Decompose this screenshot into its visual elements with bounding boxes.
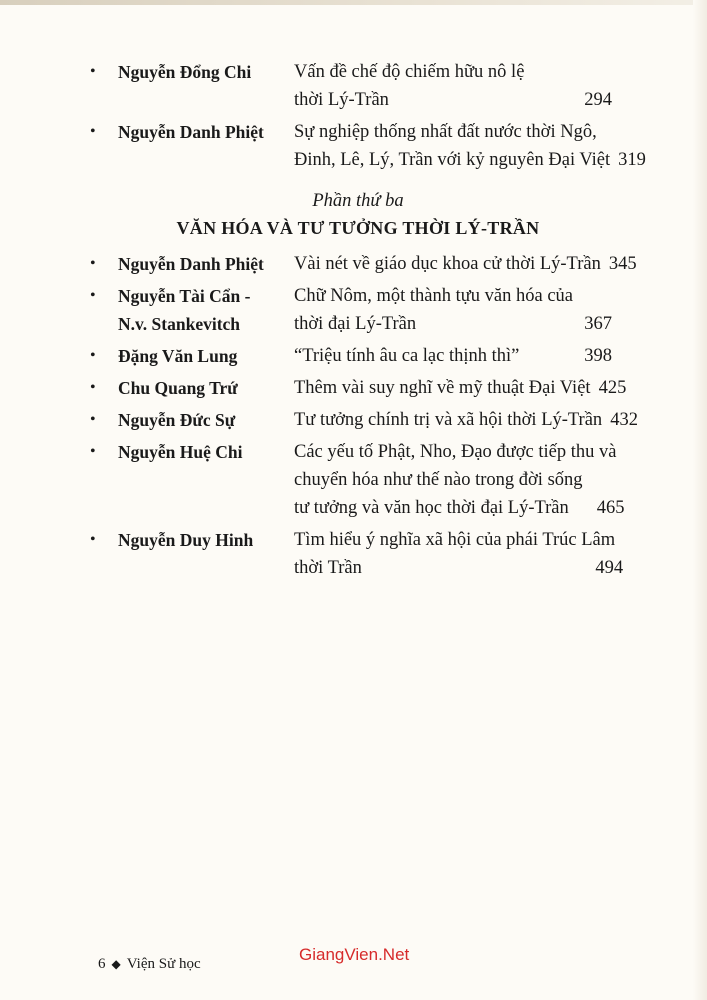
toc-author: Nguyễn Đức Sự — [118, 410, 236, 430]
bullet-icon: • — [90, 287, 96, 304]
toc-work-line — [294, 342, 612, 370]
toc-work-title: “Triệu tính âu ca lạc thịnh thì” — [294, 346, 520, 366]
toc-entry — [92, 58, 612, 114]
toc-work-line — [294, 554, 623, 582]
toc-page-number: 398 — [584, 346, 612, 366]
toc-entry — [90, 438, 625, 522]
toc-author: Nguyễn Huệ Chi — [118, 442, 243, 462]
toc-author: Nguyễn Đổng Chi — [118, 62, 252, 82]
toc-work-line — [294, 526, 623, 554]
page-top-edge — [0, 0, 707, 5]
toc-page-number: 494 — [595, 558, 624, 578]
toc-work-line — [294, 86, 612, 114]
toc-work — [294, 526, 623, 582]
toc-page-number: 465 — [596, 498, 625, 518]
toc-work — [294, 118, 646, 174]
toc-work-title: Chữ Nôm, một thành tựu văn hóa của — [294, 286, 574, 306]
watermark: GiangVien.Net — [299, 945, 410, 964]
toc-entry — [92, 342, 612, 370]
toc-work — [294, 58, 612, 114]
bullet-icon: • — [90, 123, 96, 140]
toc-entry — [90, 374, 627, 402]
toc-entry — [92, 282, 612, 338]
toc-work-title: tư tưởng và văn học thời đại Lý-Trần — [294, 498, 569, 518]
bullet-icon: • — [90, 63, 96, 80]
toc-entry — [90, 526, 624, 582]
toc-work-title: Sự nghiệp thống nhất đất nước thời Ngô, — [294, 122, 597, 142]
toc-entry — [90, 250, 637, 278]
toc-work-line — [294, 58, 612, 86]
toc-page-number: 425 — [598, 378, 627, 398]
toc-work-line — [294, 310, 612, 338]
toc-work — [294, 374, 626, 402]
bullet-icon: • — [90, 443, 96, 460]
page-right-edge — [693, 0, 707, 1000]
toc-work-title: Các yếu tố Phật, Nho, Đạo được tiếp thu và — [294, 442, 617, 462]
toc-work — [294, 438, 624, 522]
toc-work-line — [294, 282, 612, 310]
bullet-icon: • — [90, 347, 96, 364]
toc-work-title: Thêm vài suy nghĩ về mỹ thuật Đại Việt — [294, 378, 591, 398]
toc-author: Nguyễn Danh Phiệt — [118, 254, 264, 274]
footer-bullet-icon: ◆ — [111, 957, 121, 971]
toc-author: Nguyễn Danh Phiệt — [118, 122, 264, 142]
bullet-icon: • — [90, 379, 96, 396]
bullet-icon: • — [90, 255, 96, 272]
toc-work-title: Đinh, Lê, Lý, Trần với kỷ nguyên Đại Việt — [294, 150, 611, 170]
toc-work-line — [294, 250, 637, 278]
toc-work — [294, 282, 612, 338]
toc-work-line — [294, 466, 624, 494]
toc-work — [294, 406, 638, 434]
section-subtitle: Phần thứ ba — [312, 191, 404, 211]
page-footer — [98, 956, 201, 973]
toc-author: Đặng Văn Lung — [118, 346, 238, 366]
toc-author: Nguyễn Duy Hinh — [118, 530, 254, 550]
section-title: VĂN HÓA VÀ TƯ TƯỞNG THỜI LÝ-TRẦN — [176, 218, 540, 238]
toc-work-title: thời đại Lý-Trần — [294, 314, 417, 334]
toc-work-line — [294, 118, 646, 146]
toc-entry — [90, 406, 638, 434]
toc-work-title: Tư tưởng chính trị và xã hội thời Lý-Trần — [294, 410, 603, 430]
toc-author: Nguyễn Tài Cẩn - N.v. Stankevitch — [118, 286, 251, 334]
toc-page-number: 345 — [608, 254, 637, 274]
toc-work — [294, 250, 637, 278]
bullet-icon: • — [90, 531, 96, 548]
toc-work-title: chuyển hóa như thế nào trong đời sống — [294, 470, 583, 490]
toc-work-title: Vài nét về giáo dục khoa cử thời Lý-Trần — [294, 254, 601, 274]
toc-work-line — [294, 494, 624, 522]
toc-work — [294, 342, 612, 370]
toc-page-number: 294 — [584, 90, 612, 110]
footer-publisher: Viện Sử học — [126, 956, 201, 972]
toc-work-title: thời Lý-Trần — [294, 90, 389, 110]
toc-work-title: Vấn đề chế độ chiếm hữu nô lệ — [294, 62, 525, 82]
toc-work-line — [294, 406, 638, 434]
toc-entry — [90, 118, 646, 174]
toc-part-three — [90, 250, 638, 582]
footer-page-number: 6 — [98, 956, 106, 972]
toc-page-number: 367 — [584, 314, 612, 334]
table-of-contents — [90, 58, 646, 586]
bullet-icon: • — [90, 411, 96, 428]
toc-page-number: 432 — [610, 410, 638, 430]
toc-work-title: Tìm hiểu ý nghĩa xã hội của phái Trúc Lâm — [294, 530, 616, 550]
toc-work-title: thời Trần — [294, 558, 362, 578]
toc-work-line — [294, 374, 626, 402]
toc-page-number: 319 — [618, 150, 646, 170]
toc-part-two — [90, 58, 646, 174]
toc-work-line — [294, 146, 646, 174]
toc-work-line — [294, 438, 624, 466]
toc-author: Chu Quang Trứ — [118, 378, 238, 398]
